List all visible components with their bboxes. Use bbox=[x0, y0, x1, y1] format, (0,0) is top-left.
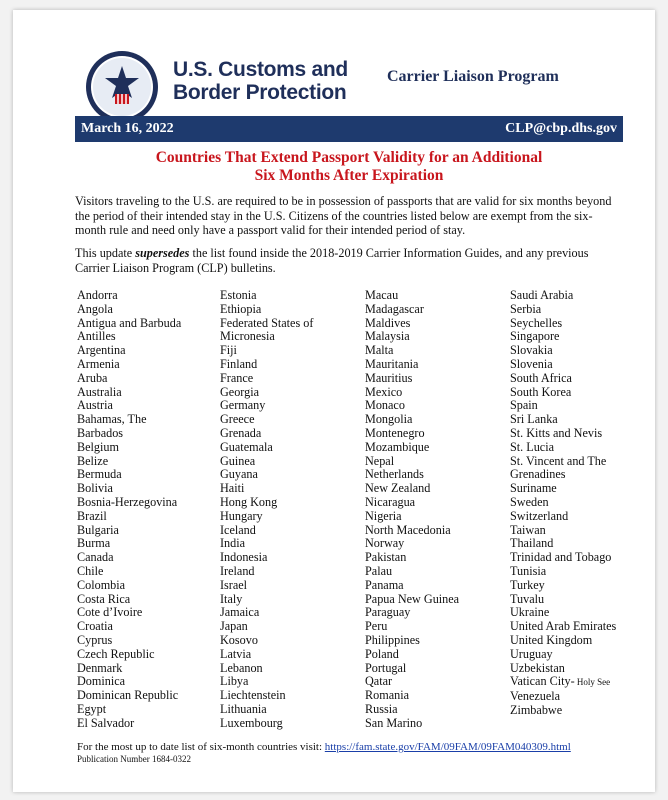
country-item: Monaco bbox=[365, 398, 405, 413]
country-item: Japan bbox=[220, 619, 248, 634]
country-item: Grenada bbox=[220, 425, 262, 440]
country-column-2 bbox=[220, 289, 313, 731]
publication-number: Publication Number 1684-0322 bbox=[77, 754, 191, 764]
country-column-4 bbox=[510, 289, 616, 718]
country-item: Papua New Guinea bbox=[365, 591, 460, 606]
country-item: Tuvalu bbox=[510, 591, 545, 606]
country-item: Slovenia bbox=[510, 356, 553, 371]
country-item: Armenia bbox=[77, 356, 120, 371]
country-item: Colombia bbox=[77, 577, 126, 592]
country-item: Bermuda bbox=[77, 467, 122, 482]
country-column-3 bbox=[365, 289, 459, 731]
country-item: Libya bbox=[220, 674, 249, 689]
bulletin-date: March 16, 2022 bbox=[81, 121, 174, 136]
country-item: Dominica bbox=[77, 674, 126, 689]
country-item: Czech Republic bbox=[77, 646, 155, 661]
country-item: Bulgaria bbox=[77, 522, 119, 537]
country-item: San Marino bbox=[365, 715, 423, 730]
vatican-name: Vatican City- bbox=[510, 674, 575, 689]
country-item: Malta bbox=[365, 343, 394, 358]
country-item: South Korea bbox=[510, 384, 572, 399]
country-item: Montenegro bbox=[365, 425, 425, 440]
intro-paragraph: Visitors traveling to the U.S. are required to be in possession of passports that are valid for six months beyond the period of their intended stay in the U.S. Citizens of the countries listed below are exempt from the six-month rule and need only have a passport valid for their intended period of stay. bbox=[75, 194, 612, 237]
country-item: St. Lucia bbox=[510, 439, 555, 454]
supersedes-emphasis: supersedes bbox=[135, 246, 190, 260]
country-item: Luxembourg bbox=[220, 715, 283, 730]
country-item: Iceland bbox=[220, 522, 256, 537]
country-item: Mongolia bbox=[365, 412, 413, 427]
country-item bbox=[510, 675, 616, 690]
country-item: Aruba bbox=[77, 370, 108, 385]
country-item: Costa Rica bbox=[77, 591, 131, 606]
country-item: Slovakia bbox=[510, 343, 553, 358]
country-item: Chile bbox=[77, 563, 104, 578]
country-item: Canada bbox=[77, 550, 114, 565]
country-item: Singapore bbox=[510, 329, 560, 344]
country-item: Jamaica bbox=[220, 605, 260, 620]
country-item: Madagascar bbox=[365, 301, 424, 316]
country-item: Paraguay bbox=[365, 605, 411, 620]
country-item: Bosnia-Herzegovina bbox=[77, 494, 178, 509]
country-item: Latvia bbox=[220, 646, 252, 661]
program-name: Carrier Liaison Program bbox=[387, 68, 559, 85]
country-item: Philippines bbox=[365, 632, 420, 647]
country-item: Hungary bbox=[220, 508, 263, 523]
country-item: Mexico bbox=[365, 384, 403, 399]
country-item: Georgia bbox=[220, 384, 260, 399]
country-item: New Zealand bbox=[365, 481, 431, 496]
country-item: Serbia bbox=[510, 301, 542, 316]
document-page bbox=[13, 10, 655, 792]
country-item: Ireland bbox=[220, 563, 255, 578]
country-item: Spain bbox=[510, 398, 538, 413]
country-item: Norway bbox=[365, 536, 405, 551]
country-item: Israel bbox=[220, 577, 248, 592]
country-item: Palau bbox=[365, 563, 393, 578]
agency-line-2: Border Protection bbox=[173, 81, 347, 104]
country-item: Egypt bbox=[77, 701, 107, 716]
country-item: Romania bbox=[365, 688, 410, 703]
country-item: Greece bbox=[220, 412, 255, 427]
title-line-1: Countries That Extend Passport Validity for an Additional bbox=[155, 149, 543, 166]
title-line-2: Six Months After Expiration bbox=[254, 167, 444, 184]
country-item: Belgium bbox=[77, 439, 119, 454]
cbp-seal-icon bbox=[85, 50, 159, 124]
country-item: Malaysia bbox=[365, 329, 410, 344]
country-item: Belize bbox=[77, 453, 109, 468]
country-item: Cote d’Ivoire bbox=[77, 605, 143, 620]
supersedes-text-after: the list found inside the 2018-2019 Carrier Information Guides, and any previous Carrier Liaison Program (CLP) bulletins. bbox=[75, 246, 589, 275]
country-item: Bolivia bbox=[77, 481, 113, 496]
country-item: Poland bbox=[365, 646, 399, 661]
country-item: Burma bbox=[77, 536, 111, 551]
country-item: Guyana bbox=[220, 467, 258, 482]
country-item: Pakistan bbox=[365, 550, 407, 565]
country-item: Micronesia bbox=[220, 329, 275, 344]
country-item: Venezuela bbox=[510, 689, 561, 704]
country-item: Sweden bbox=[510, 494, 549, 509]
country-item: Thailand bbox=[510, 536, 554, 551]
country-item: Italy bbox=[220, 591, 243, 606]
country-item: Suriname bbox=[510, 481, 557, 496]
country-item: Estonia bbox=[220, 288, 257, 302]
country-item: Mauritius bbox=[365, 370, 413, 385]
country-item: France bbox=[220, 370, 254, 385]
country-item: Tunisia bbox=[510, 563, 547, 578]
country-item: Maldives bbox=[365, 315, 411, 330]
country-item: Finland bbox=[220, 356, 258, 371]
country-item: St. Kitts and Nevis bbox=[510, 425, 603, 440]
fam-link[interactable]: https://fam.state.gov/FAM/09FAM/09FAM040309.html bbox=[324, 741, 571, 753]
country-item: United Arab Emirates bbox=[510, 619, 617, 634]
country-item: Denmark bbox=[77, 660, 123, 675]
contact-email[interactable]: CLP@cbp.dhs.gov bbox=[505, 121, 617, 136]
country-item: Switzerland bbox=[510, 508, 569, 523]
supersedes-text-before: This update bbox=[75, 246, 136, 260]
country-item: Nepal bbox=[365, 453, 395, 468]
country-item: Panama bbox=[365, 577, 404, 592]
country-item: Bahamas, The bbox=[77, 412, 147, 427]
country-item: Macau bbox=[365, 288, 399, 302]
country-item: Andorra bbox=[77, 288, 118, 302]
country-item: Austria bbox=[77, 398, 113, 413]
country-item: St. Vincent and The bbox=[510, 453, 607, 468]
country-item: Haiti bbox=[220, 481, 245, 496]
country-item: Nicaragua bbox=[365, 494, 416, 509]
country-item: Argentina bbox=[77, 343, 126, 358]
country-item: Ethiopia bbox=[220, 301, 262, 316]
country-item: Seychelles bbox=[510, 315, 563, 330]
country-item: Nigeria bbox=[365, 508, 402, 523]
country-item: Federated States of bbox=[220, 315, 314, 330]
footer-note bbox=[77, 740, 571, 754]
country-list-4a bbox=[510, 289, 616, 675]
country-item: Antigua and Barbuda bbox=[77, 315, 182, 330]
country-item: Taiwan bbox=[510, 522, 546, 537]
country-item: Germany bbox=[220, 398, 266, 413]
vatican-note: Holy See bbox=[574, 677, 611, 688]
country-item: Portugal bbox=[365, 660, 407, 675]
country-list-4b bbox=[510, 690, 616, 718]
country-item: Trinidad and Tobago bbox=[510, 550, 612, 565]
country-column-1 bbox=[77, 289, 181, 731]
footer-text: For the most up to date list of six-month countries visit: bbox=[77, 741, 325, 753]
country-item: Liechtenstein bbox=[220, 688, 286, 703]
country-item: United Kingdom bbox=[510, 632, 593, 647]
document-title bbox=[75, 149, 623, 185]
country-item: India bbox=[220, 536, 246, 551]
country-item: Sri Lanka bbox=[510, 412, 558, 427]
country-item: Angola bbox=[77, 301, 113, 316]
country-item: Brazil bbox=[77, 508, 107, 523]
country-item: Kosovo bbox=[220, 632, 258, 647]
country-item: Cyprus bbox=[77, 632, 113, 647]
country-item: Qatar bbox=[365, 674, 393, 689]
country-item: Hong Kong bbox=[220, 494, 278, 509]
country-item: Netherlands bbox=[365, 467, 424, 482]
country-item: Lithuania bbox=[220, 701, 267, 716]
country-item: Zimbabwe bbox=[510, 702, 563, 717]
country-item: El Salvador bbox=[77, 715, 135, 730]
country-item: Mauritania bbox=[365, 356, 419, 371]
header-banner bbox=[75, 116, 623, 142]
country-item: Ukraine bbox=[510, 605, 550, 620]
agency-line-1: U.S. Customs and bbox=[173, 58, 348, 81]
country-item: Barbados bbox=[77, 425, 124, 440]
country-item: Uzbekistan bbox=[510, 660, 565, 675]
country-item: Croatia bbox=[77, 619, 113, 634]
country-item: South Africa bbox=[510, 370, 572, 385]
country-item: Guinea bbox=[220, 453, 256, 468]
country-item: Peru bbox=[365, 619, 388, 634]
country-item: Fiji bbox=[220, 343, 237, 358]
country-item: Indonesia bbox=[220, 550, 268, 565]
country-item: Grenadines bbox=[510, 467, 566, 482]
country-item: Saudi Arabia bbox=[510, 288, 574, 302]
country-item: Lebanon bbox=[220, 660, 263, 675]
country-item: Turkey bbox=[510, 577, 545, 592]
country-item: Dominican Republic bbox=[77, 688, 179, 703]
agency-name bbox=[173, 58, 348, 104]
country-item: Uruguay bbox=[510, 646, 553, 661]
country-item: Australia bbox=[77, 384, 122, 399]
country-item: North Macedonia bbox=[365, 522, 451, 537]
country-item: Antilles bbox=[77, 329, 116, 344]
supersedes-paragraph bbox=[75, 246, 623, 275]
country-item: Russia bbox=[365, 701, 398, 716]
country-item: Guatemala bbox=[220, 439, 273, 454]
country-item: Mozambique bbox=[365, 439, 430, 454]
